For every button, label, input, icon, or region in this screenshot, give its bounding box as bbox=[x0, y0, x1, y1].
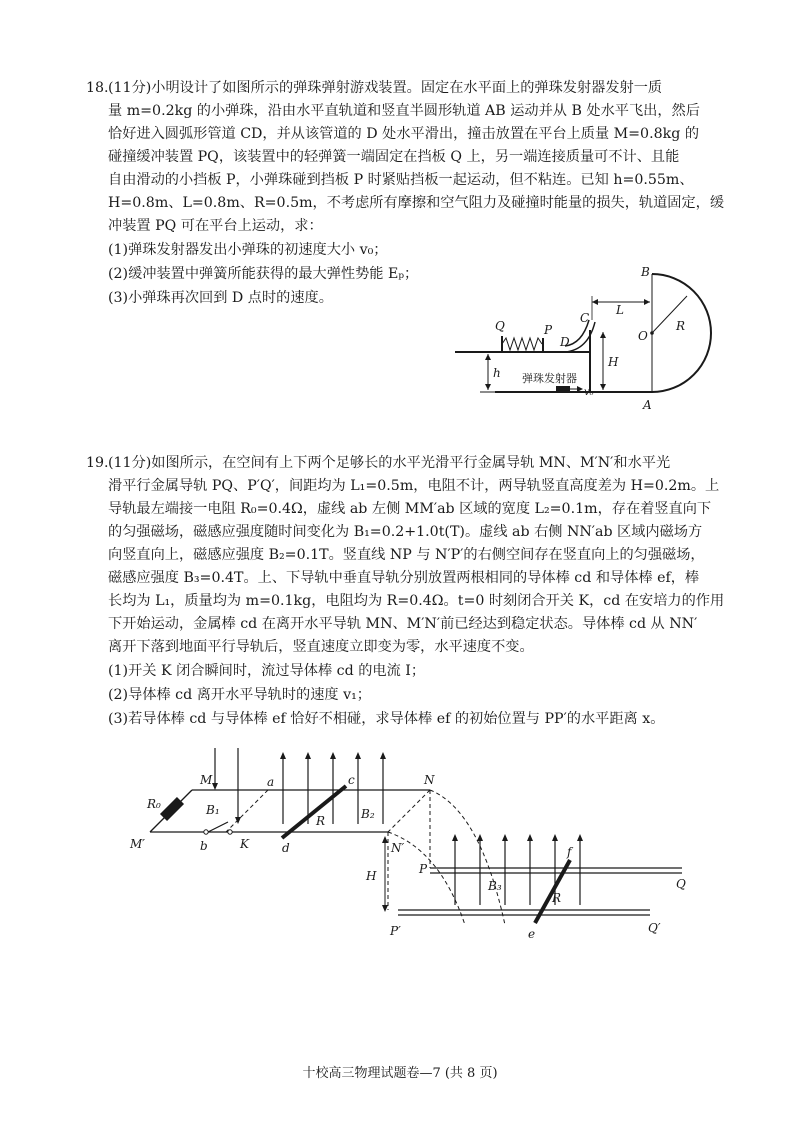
switch-contact-right bbox=[228, 830, 232, 834]
b1-arrowhead-2 bbox=[235, 817, 241, 824]
q18-sub-2: (2)缓冲装置中弹簧所能获得的最大弹性势能 Eₚ； bbox=[108, 266, 419, 282]
label-c: c bbox=[348, 773, 355, 787]
label-f: f bbox=[567, 845, 572, 859]
label-d: d bbox=[282, 841, 290, 855]
label-O: O bbox=[638, 329, 648, 343]
dashed-NN2 bbox=[388, 790, 430, 832]
label-H: H bbox=[366, 869, 377, 883]
label-M2: M′ bbox=[130, 837, 146, 851]
label-D: D bbox=[560, 335, 570, 349]
label-B3: B₃ bbox=[488, 879, 502, 893]
label-K: K bbox=[240, 837, 249, 851]
H-arrow-down bbox=[382, 905, 388, 912]
H-arrow-down bbox=[600, 384, 606, 390]
q19-sub-1: (1)开关 K 闭合瞬间时，流过导体棒 cd 的电流 I； bbox=[108, 663, 426, 679]
label-a: a bbox=[267, 775, 275, 789]
q18-line-2: 量 m=0.2kg 的小弹珠，沿由水平直轨道和竖直半圆形轨道 AB 运动并从 B 处水平飞出，然后 bbox=[108, 103, 700, 119]
label-P: P bbox=[419, 862, 428, 876]
trajectory-back bbox=[430, 790, 505, 925]
spring bbox=[502, 338, 542, 350]
q18-line-6: H=0.8m、L=0.8m、R=0.5m，不考虑所有摩擦和空气阻力及碰撞时能量的损失，轨道固定，缓 bbox=[108, 195, 725, 211]
q19-line-8: 下开始运动，金属棒 cd 在离开水平导轨 MN、M′N′前已经达到稳定状态。导体棒 cd 从 NN′ bbox=[108, 616, 698, 632]
label-B1: B₁ bbox=[206, 803, 220, 817]
l-arrow-right bbox=[644, 299, 650, 305]
label-b: b bbox=[200, 839, 208, 853]
h-arrow-up bbox=[485, 354, 491, 360]
label-B: B bbox=[641, 265, 650, 279]
b2-arrowhead-3 bbox=[330, 752, 336, 759]
q19-line-4: 的匀强磁场，磁感应强度随时间变化为 B₁=0.2+1.0t(T)。虚线 ab 右侧 NN′ab 区域内磁场方 bbox=[108, 524, 703, 540]
label-v0: v₀ bbox=[584, 387, 594, 398]
b2-arrowhead-4 bbox=[355, 752, 361, 759]
b1-arrowhead-1 bbox=[212, 783, 218, 790]
label-N: N bbox=[424, 773, 435, 787]
l-arrow-left bbox=[592, 299, 598, 305]
resistor-R0 bbox=[160, 797, 184, 821]
q19-sub-3: (3)若导体棒 cd 与导体棒 ef 恰好不相碰，求导体棒 ef 的初始位置与 PP′的水平距离 x。 bbox=[108, 711, 665, 727]
label-N2: N′ bbox=[391, 841, 405, 855]
label-C: C bbox=[580, 311, 590, 325]
label-M: M bbox=[200, 773, 213, 787]
b3-arrowhead-2 bbox=[477, 834, 483, 841]
H-arrow-up bbox=[600, 332, 606, 338]
label-P: P bbox=[544, 323, 553, 337]
label-P2: P′ bbox=[390, 924, 401, 938]
q19-line-3: 导轨最左端接一电阻 R₀=0.4Ω，虚线 ab 左侧 MM′ab 区域的宽度 L₂=0.1m，存在着竖直向下 bbox=[108, 501, 712, 517]
q19-line-5: 向竖直向上，磁感应强度 B₂=0.1T。竖直线 NP 与 N′P′的右侧空间存在竖直向上的匀强磁场， bbox=[108, 547, 705, 563]
b3-arrowhead-1 bbox=[452, 834, 458, 841]
b3-arrowhead-3 bbox=[502, 834, 508, 841]
switch-lever bbox=[208, 822, 228, 832]
q19-line-2: 滑平行金属导轨 PQ、P′Q′，间距均为 L₁=0.5m，电阻不计，两导轨竖直高度差为 H=0.2m。上 bbox=[108, 478, 720, 494]
label-R-ef: R bbox=[552, 891, 562, 905]
q19-line-1: (11分)如图所示，在空间有上下两个足够长的水平光滑平行金属导轨 MN、M′N′和水平光 bbox=[108, 455, 671, 471]
center-point bbox=[650, 331, 654, 335]
q19-line-9: 离开下落到地面平行导轨后，竖直速度立即变为零，水平速度不变。 bbox=[108, 639, 534, 655]
dashed-ab bbox=[226, 790, 268, 832]
b2-arrowhead-2 bbox=[305, 752, 311, 759]
label-Q: Q bbox=[495, 319, 505, 333]
semicircle-track bbox=[652, 274, 711, 392]
b2-arrowhead-1 bbox=[280, 752, 286, 759]
label-Q2: Q′ bbox=[648, 921, 661, 935]
rod-cd bbox=[282, 786, 346, 838]
q19-line-7: 长均为 L₁，质量均为 m=0.1kg，电阻均为 R=0.4Ω。t=0 时刻闭合开关 K，cd 在安培力的作用 bbox=[108, 593, 725, 609]
label-H: H bbox=[608, 355, 619, 369]
label-R-cd: R bbox=[316, 814, 326, 828]
label-R: R bbox=[676, 319, 686, 333]
b3-arrowhead-4 bbox=[527, 834, 533, 841]
q18-number: 18. bbox=[86, 80, 109, 96]
launcher-body bbox=[556, 386, 570, 392]
b3-arrowhead-5 bbox=[552, 834, 558, 841]
q18-line-4: 碰撞缓冲装置 PQ，该装置中的轻弹簧一端固定在挡板 Q 上，另一端连接质量可不计、且能 bbox=[108, 149, 680, 165]
b3-arrowhead-6 bbox=[577, 834, 583, 841]
q18-line-7: 冲装置 PQ 可在平台上运动，求： bbox=[108, 218, 323, 234]
q19-line-6: 磁感应强度 B₃=0.4T。上、下导轨中垂直导轨分别放置两根相同的导体棒 cd 和导体棒 ef，棒 bbox=[108, 570, 700, 586]
q19-figure bbox=[120, 740, 700, 955]
switch-contact-left bbox=[204, 830, 208, 834]
label-launcher: 弹珠发射器 bbox=[522, 372, 577, 385]
q19-sub-2: (2)导体棒 cd 离开水平导轨时的速度 v₁； bbox=[108, 687, 371, 703]
q19-number: 19. bbox=[86, 455, 109, 471]
label-R0: R₀ bbox=[147, 797, 161, 811]
page-footer: 十校高三物理试题卷—7 (共 8 页) bbox=[302, 1066, 498, 1081]
label-Q: Q bbox=[676, 877, 686, 891]
b3-field bbox=[455, 836, 580, 905]
b2-arrowhead-5 bbox=[380, 752, 386, 759]
q18-figure bbox=[440, 262, 720, 422]
H-arrow-up bbox=[382, 836, 388, 843]
label-h: h bbox=[493, 366, 501, 380]
q18-line-5: 自由滑动的小挡板 P，小弹珠碰到挡板 P 时紧贴挡板一起运动，但不粘连。已知 h=0.55m、 bbox=[108, 172, 694, 188]
q18-line-1: (11分)小明设计了如图所示的弹珠弹射游戏装置。固定在水平面上的弹珠发射器发射一质 bbox=[108, 80, 663, 96]
label-B2: B₂ bbox=[361, 807, 375, 821]
q18-sub-3: (3)小弹珠再次回到 D 点时的速度。 bbox=[108, 290, 333, 306]
label-e: e bbox=[528, 927, 536, 941]
h-arrow-down bbox=[485, 384, 491, 390]
label-A: A bbox=[643, 398, 652, 412]
q18-sub-1: (1)弹珠发射器发出小弹珠的初速度大小 v₀； bbox=[108, 242, 388, 258]
label-L: L bbox=[616, 303, 624, 317]
q18-line-3: 恰好进入圆弧形管道 CD，并从该管道的 D 处水平滑出，撞击放置在平台上质量 M=0.8kg 的 bbox=[108, 126, 700, 142]
